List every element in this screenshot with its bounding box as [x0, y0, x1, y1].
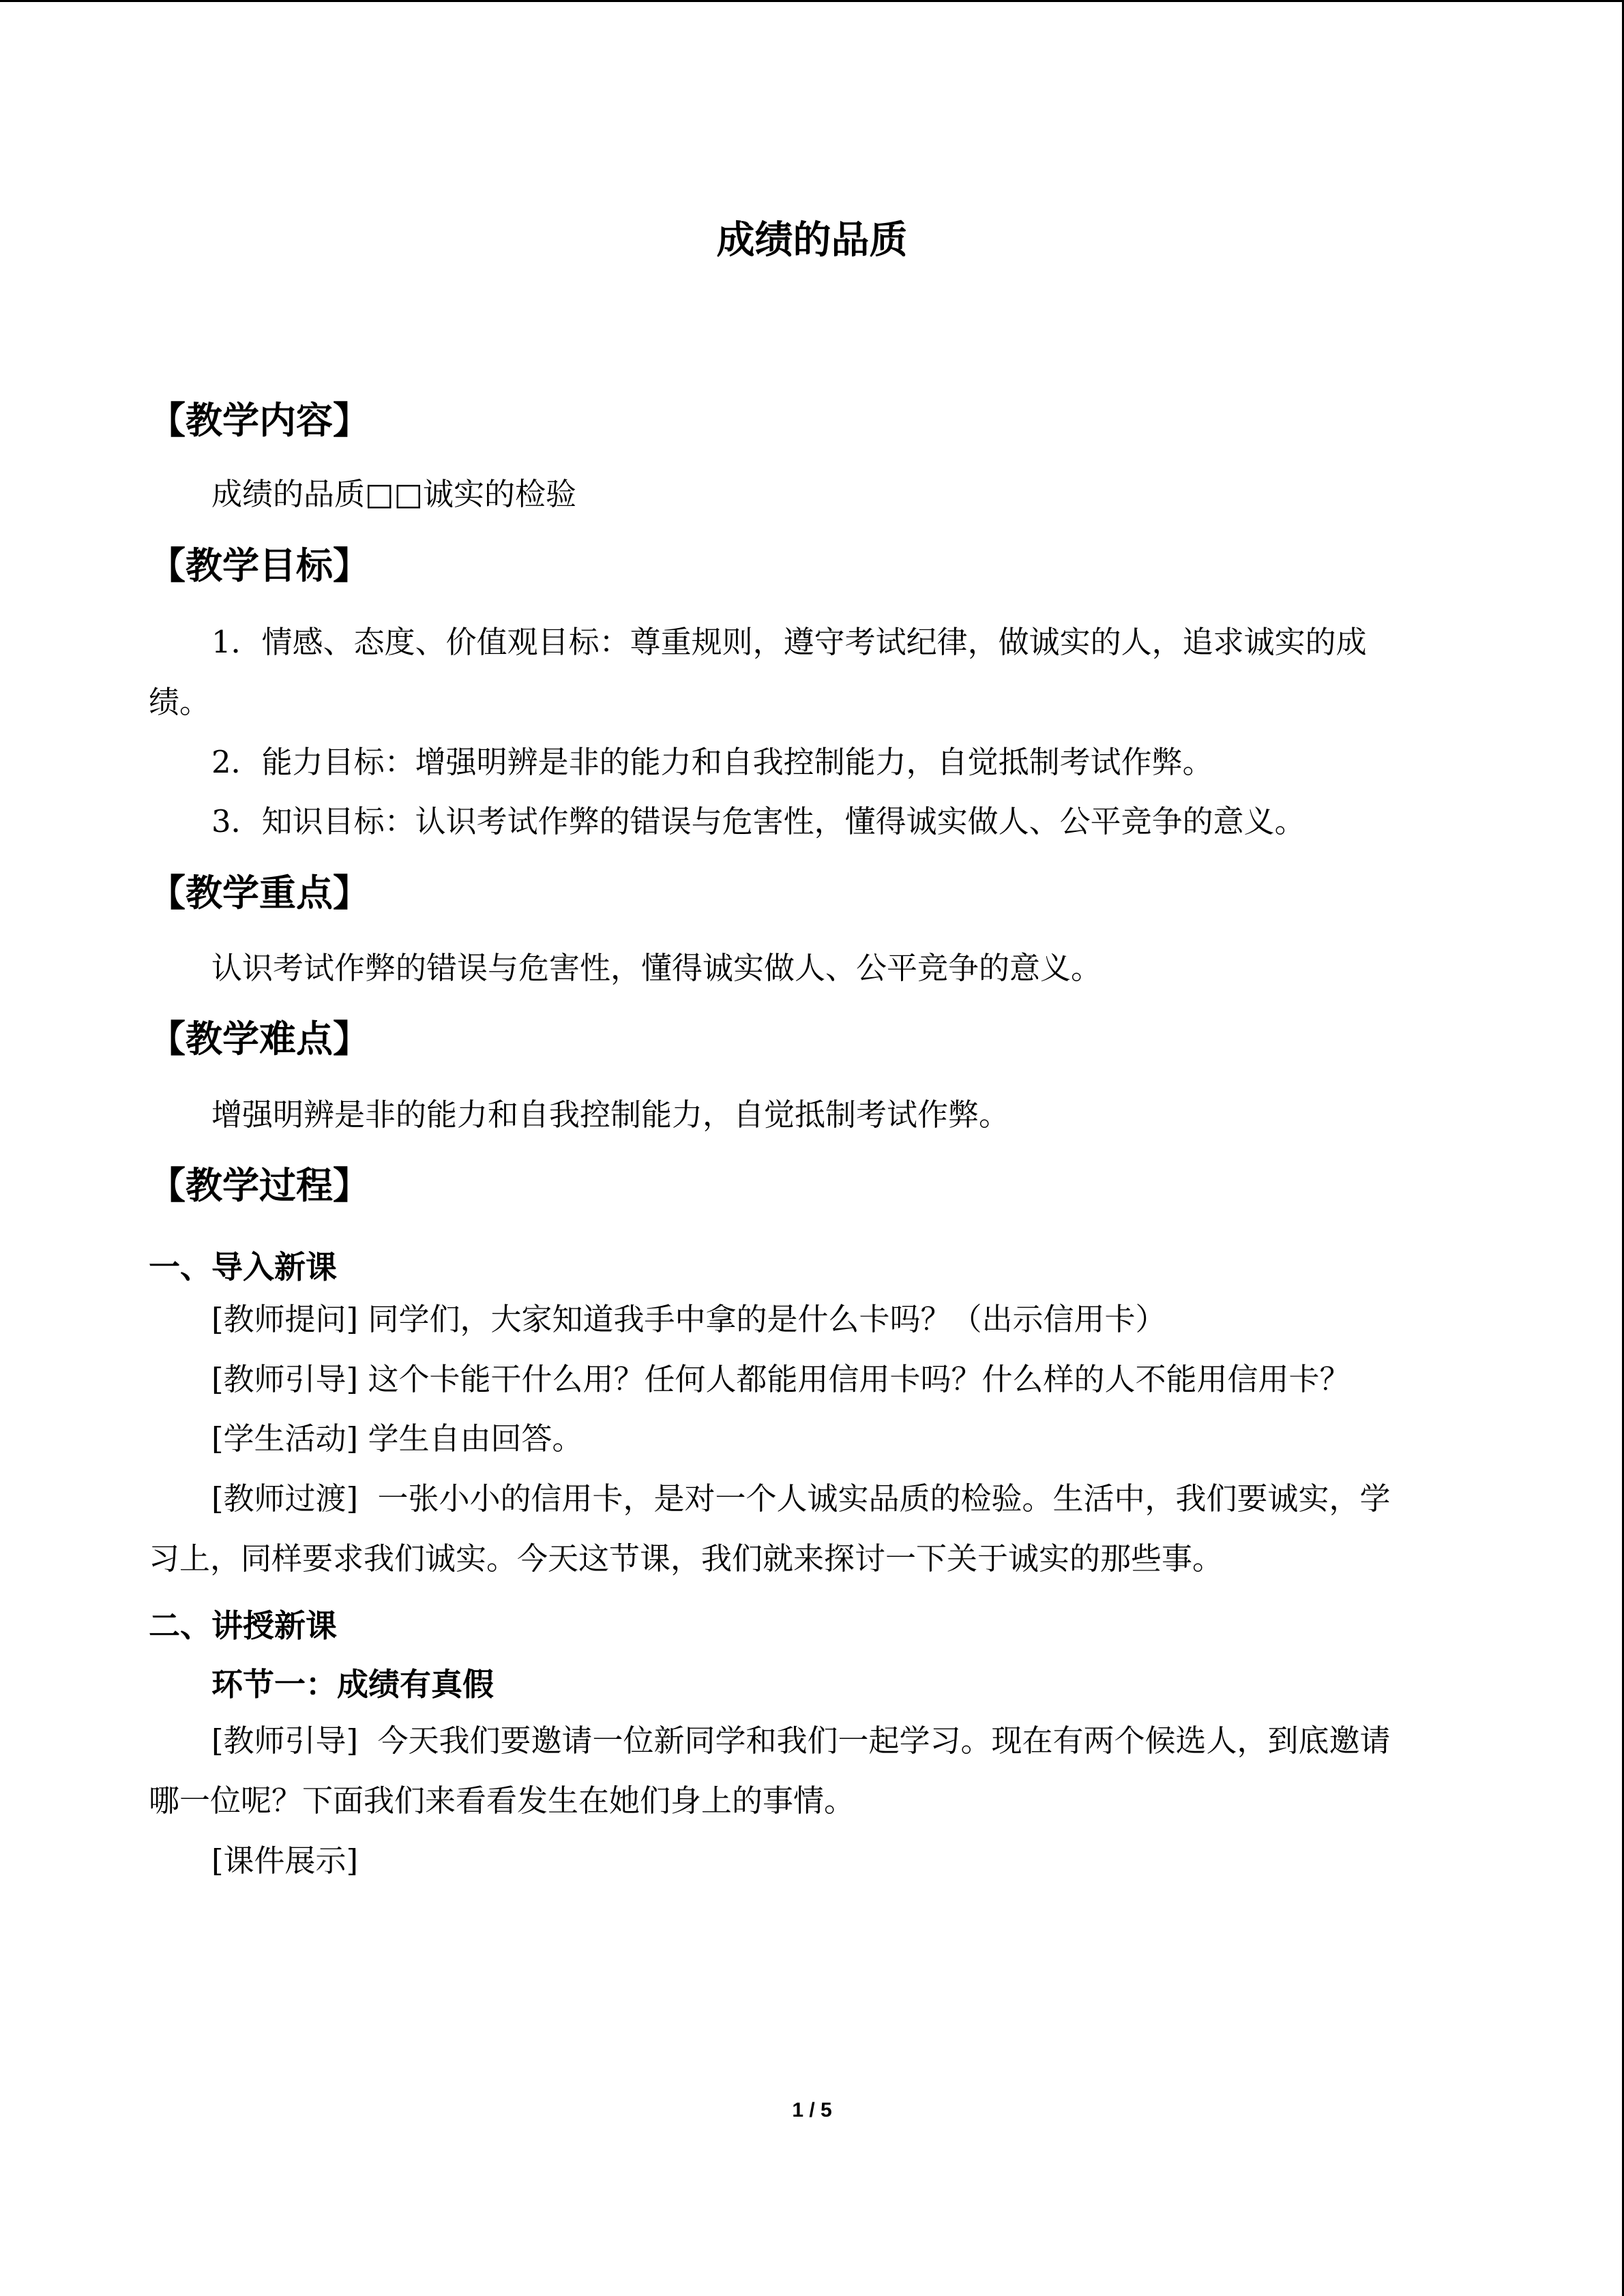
heading-difficulty: 【教学难点】: [149, 1017, 370, 1060]
teacher-guidance-2-text-2: 哪一位呢？下面我们来看看发生在她们身上的事情。: [149, 1783, 855, 1819]
process-transition-line-1: [211, 1480, 1390, 1517]
content-text: 成绩的品质□□诚实的检验: [211, 476, 577, 512]
goal-item-1-line-2: 绩。: [149, 684, 211, 720]
process-student-activity: [211, 1420, 582, 1457]
key-points-text: 认识考试作弊的错误与危害性，懂得诚实做人、公平竞争的意义。: [211, 950, 1102, 986]
courseware-display-tag: [课件展示]: [211, 1843, 359, 1879]
link-1-title: 环节一：成绩有真假: [211, 1666, 494, 1703]
teacher-guidance-tag: [教师引导]: [211, 1361, 359, 1397]
goal-item-2: 2．能力目标：增强明辨是非的能力和自我控制能力，自觉抵制考试作弊。: [211, 744, 1213, 780]
teacher-transition-text-1: 一张小小的信用卡，是对一个人诚实品质的检验。生活中，我们要诚实，学: [377, 1480, 1391, 1517]
process-question: [211, 1301, 1166, 1338]
heading-goals: 【教学目标】: [149, 544, 370, 587]
teacher-guidance-2-text-1: 今天我们要邀请一位新同学和我们一起学习。现在有两个候选人，到底邀请: [377, 1723, 1391, 1759]
page-number: 1 / 5: [792, 2099, 832, 2121]
process-guidance: [211, 1361, 1350, 1398]
heading-process: 【教学过程】: [149, 1164, 370, 1207]
student-activity-tag: [学生活动]: [211, 1420, 359, 1457]
page-border-top: [0, 0, 1624, 2]
heading-key-points: 【教学重点】: [149, 871, 370, 914]
process-part-2-title: 二、讲授新课: [149, 1607, 337, 1644]
process-guidance-2-line-1: [211, 1723, 1390, 1759]
teacher-question-text: 同学们，大家知道我手中拿的是什么卡吗？（出示信用卡）: [368, 1301, 1166, 1337]
teacher-transition-tag: [教师过渡]: [211, 1480, 359, 1517]
student-activity-text: 学生自由回答。: [368, 1420, 583, 1457]
process-part-1-title: 一、导入新课: [149, 1249, 337, 1285]
goal-item-1-line-1: 1．情感、态度、价值观目标：尊重规则，遵守考试纪律，做诚实的人，追求诚实的成: [211, 624, 1367, 660]
teacher-transition-text-2: 习上，同样要求我们诚实。今天这节课，我们就来探讨一下关于诚实的那些事。: [149, 1540, 1224, 1577]
heading-content: 【教学内容】: [149, 399, 370, 442]
teacher-guidance-2-tag: [教师引导]: [211, 1723, 359, 1759]
goal-item-3: 3．知识目标：认识考试作弊的错误与危害性，懂得诚实做人、公平竞争的意义。: [211, 803, 1305, 839]
teacher-guidance-text: 这个卡能干什么用？任何人都能用信用卡吗？什么样的人不能用信用卡？: [368, 1361, 1350, 1397]
document-title: 成绩的品质: [716, 218, 908, 263]
teacher-question-tag: [教师提问]: [211, 1301, 359, 1337]
difficulty-text: 增强明辨是非的能力和自我控制能力，自觉抵制考试作弊。: [211, 1097, 1010, 1133]
